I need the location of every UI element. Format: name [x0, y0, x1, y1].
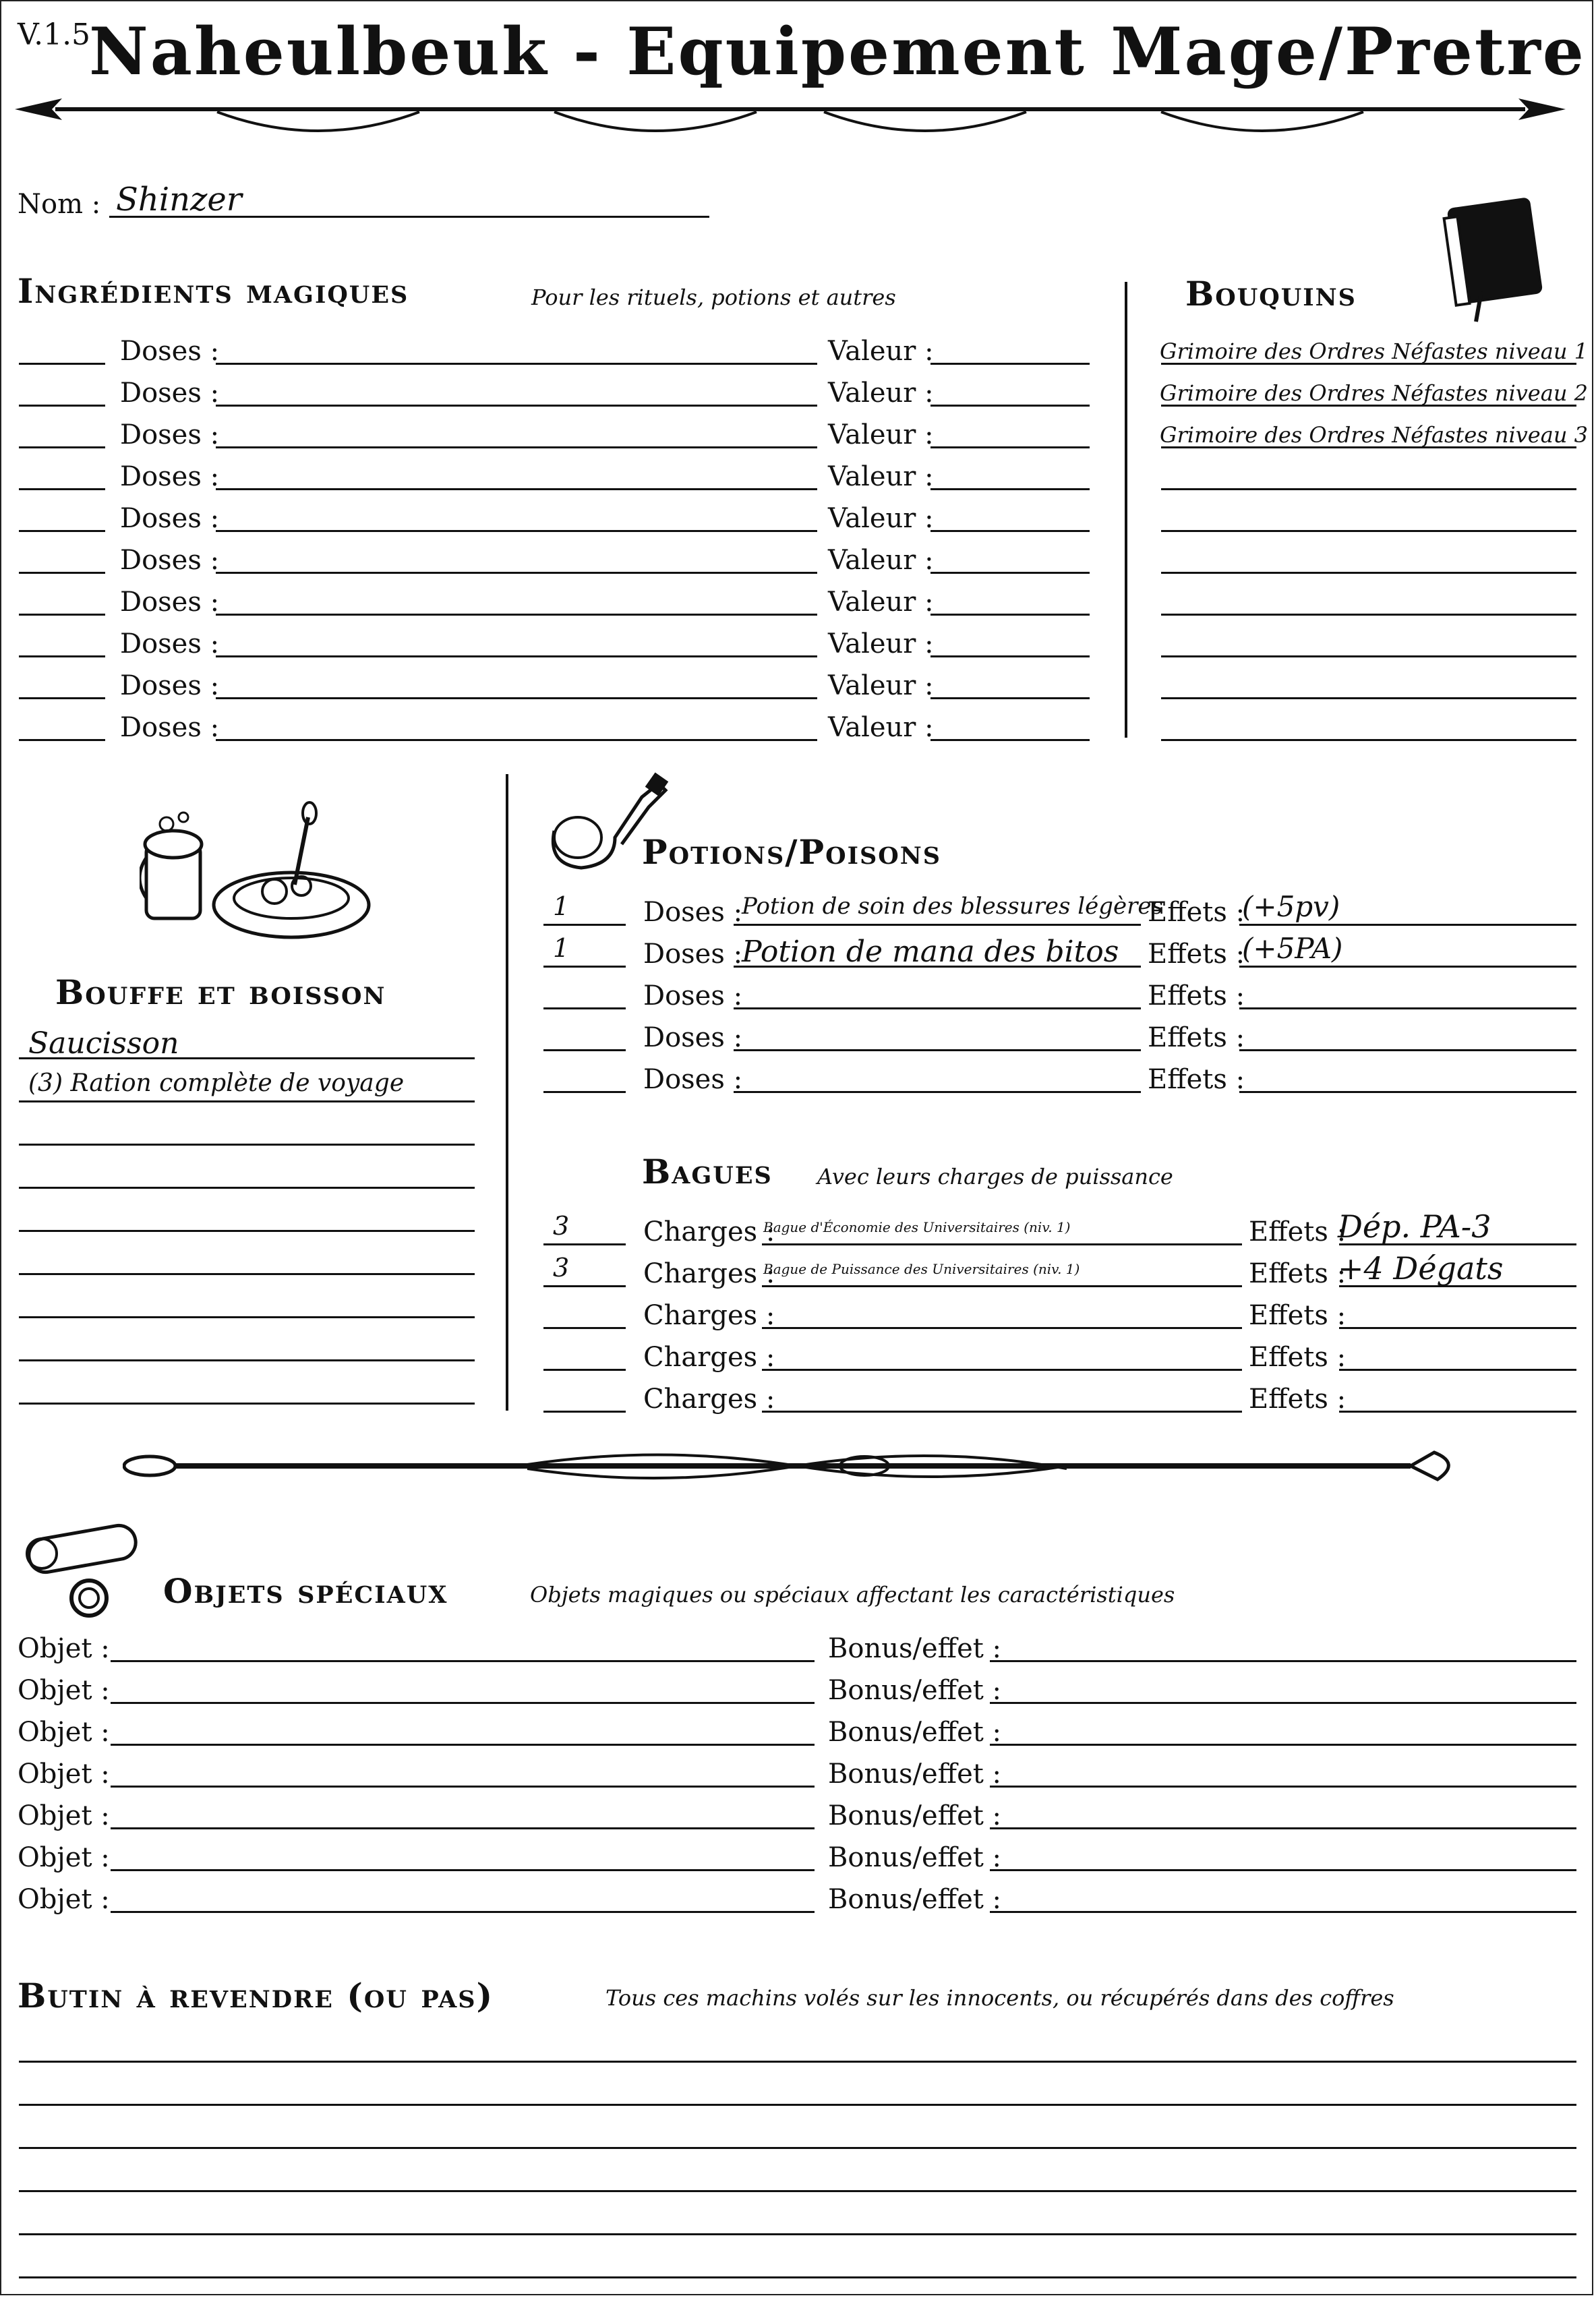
ingredient-name-field[interactable] — [216, 363, 817, 365]
nom-value[interactable]: Shinzer — [116, 181, 242, 218]
butin-line[interactable] — [19, 2190, 1576, 2192]
objet-label: Objet : — [18, 1675, 110, 1706]
bonus-field[interactable] — [990, 1786, 1576, 1788]
bague-qty[interactable]: 3 — [553, 1253, 570, 1283]
bague-name-field[interactable] — [762, 1285, 1242, 1287]
ingredient-valeur-field[interactable] — [930, 530, 1090, 532]
objet-label: Objet : — [18, 1759, 110, 1790]
objet-label: Objet : — [18, 1633, 110, 1664]
bouffe-entry[interactable]: Saucisson — [28, 1026, 179, 1061]
objet-field[interactable] — [111, 1744, 815, 1746]
objets-title: Objets spéciaux — [163, 1571, 448, 1611]
bague-name-field[interactable] — [762, 1243, 1242, 1245]
potions-title: Potions/Poisons — [642, 832, 942, 872]
doses-label: Doses : — [120, 587, 220, 618]
potion-effet-field[interactable] — [1239, 1091, 1576, 1093]
potion-qty-field[interactable] — [543, 924, 626, 926]
potion-qty[interactable]: 1 — [553, 933, 570, 963]
objet-field[interactable] — [111, 1911, 815, 1913]
effets-label: Effets : — [1148, 1064, 1245, 1095]
bonus-label: Bonus/effet : — [828, 1842, 1002, 1873]
doses-label: Doses : — [120, 378, 220, 409]
doses-label: Doses : — [643, 1064, 743, 1095]
bouquin-entry[interactable]: Grimoire des Ordres Néfastes niveau 2 — [1160, 380, 1588, 406]
doses-label: Doses : — [120, 461, 220, 492]
butin-line[interactable] — [19, 2276, 1576, 2278]
bouffe-title: Bouffe et boisson — [55, 972, 386, 1012]
ingredient-qty-field[interactable] — [19, 530, 105, 532]
potion-qty[interactable]: 1 — [553, 891, 570, 921]
bonus-field[interactable] — [990, 1744, 1576, 1746]
ingredient-valeur-field[interactable] — [930, 655, 1090, 657]
bague-effet-field[interactable] — [1339, 1285, 1576, 1287]
bouquin-line[interactable] — [1161, 405, 1576, 407]
ingredient-name-field[interactable] — [216, 530, 817, 532]
potion-effet[interactable]: (+5PA) — [1242, 932, 1343, 965]
objet-label: Objet : — [18, 1884, 110, 1915]
bouquin-line[interactable] — [1161, 572, 1576, 574]
bague-name-field[interactable] — [762, 1369, 1242, 1371]
ingredient-name-field[interactable] — [216, 572, 817, 574]
version-label: V.1.5 — [18, 18, 91, 52]
effets-label: Effets : — [1249, 1216, 1347, 1247]
doses-label: Doses : — [120, 712, 220, 743]
ingredient-valeur-field[interactable] — [930, 488, 1090, 490]
ingredient-valeur-field[interactable] — [930, 739, 1090, 741]
valeur-label: Valeur : — [828, 378, 934, 409]
bouffe-line[interactable] — [19, 1187, 475, 1189]
bague-qty[interactable]: 3 — [553, 1211, 570, 1241]
bague-effet-field[interactable] — [1339, 1411, 1576, 1413]
ingredient-qty-field[interactable] — [19, 614, 105, 616]
ingredient-qty-field[interactable] — [19, 655, 105, 657]
ingredient-name-field[interactable] — [216, 697, 817, 699]
nom-field[interactable] — [109, 216, 709, 218]
ingredient-valeur-field[interactable] — [930, 405, 1090, 407]
ingredient-qty-field[interactable] — [19, 488, 105, 490]
bonus-field[interactable] — [990, 1869, 1576, 1871]
ingredient-name-field[interactable] — [216, 446, 817, 448]
ingredient-name-field[interactable] — [216, 614, 817, 616]
bouffe-line[interactable] — [19, 1057, 475, 1059]
doses-label: Doses : — [120, 628, 220, 659]
valeur-label: Valeur : — [828, 587, 934, 618]
valeur-label: Valeur : — [828, 419, 934, 450]
doses-label: Doses : — [643, 939, 743, 970]
bouffe-line[interactable] — [19, 1273, 475, 1275]
bagues-title: Bagues — [642, 1152, 773, 1191]
bouffe-line[interactable] — [19, 1316, 475, 1318]
bonus-label: Bonus/effet : — [828, 1800, 1002, 1831]
objets-subtitle: Objets magiques ou spéciaux affectant les caractéristiques — [530, 1582, 1175, 1608]
spear-divider-icon — [15, 89, 1566, 143]
bague-name[interactable]: Bague d'Économie des Universitaires (niv. 1) — [763, 1219, 1071, 1235]
bouffe-line[interactable] — [19, 1359, 475, 1361]
potion-effet-field[interactable] — [1239, 924, 1576, 926]
potion-name-field[interactable] — [734, 924, 1141, 926]
effets-label: Effets : — [1249, 1258, 1347, 1289]
objet-label: Objet : — [18, 1800, 110, 1831]
valeur-label: Valeur : — [828, 628, 934, 659]
butin-title: Butin à revendre (ou pas) — [18, 1976, 494, 2015]
bague-name-field[interactable] — [762, 1411, 1242, 1413]
potion-name-field[interactable] — [734, 1007, 1141, 1009]
bague-qty-field[interactable] — [543, 1243, 626, 1245]
ingredient-qty-field[interactable] — [19, 697, 105, 699]
charges-label: Charges : — [643, 1300, 775, 1331]
bonus-field[interactable] — [990, 1827, 1576, 1829]
potion-name-field[interactable] — [734, 966, 1141, 968]
bague-effet-field[interactable] — [1339, 1327, 1576, 1329]
ingredient-valeur-field[interactable] — [930, 363, 1090, 365]
effets-label: Effets : — [1249, 1342, 1347, 1373]
charges-label: Charges : — [643, 1384, 775, 1415]
bouquin-line[interactable] — [1161, 530, 1576, 532]
doses-label: Doses : — [643, 1022, 743, 1053]
bouffe-line[interactable] — [19, 1100, 475, 1102]
potion-name[interactable]: Potion de soin des blessures légères — [742, 893, 1163, 920]
ingredient-qty-field[interactable] — [19, 572, 105, 574]
butin-line[interactable] — [19, 2061, 1576, 2063]
page-title: Naheulbeuk - Equipement Mage/Pretre — [89, 13, 1586, 90]
ingredient-name-field[interactable] — [216, 488, 817, 490]
bonus-label: Bonus/effet : — [828, 1717, 1002, 1748]
potion-qty-field[interactable] — [543, 1007, 626, 1009]
bague-name[interactable]: Bague de Puissance des Universitaires (niv. 1) — [763, 1261, 1080, 1277]
ingredient-qty-field[interactable] — [19, 739, 105, 741]
doses-label: Doses : — [643, 897, 743, 928]
potion-name[interactable]: Potion de mana des bitos — [742, 935, 1119, 969]
bouquin-line[interactable] — [1161, 697, 1576, 699]
butin-subtitle: Tous ces machins volés sur les innocents, ou récupérés dans des coffres — [605, 1985, 1394, 2011]
bague-effet[interactable]: +4 Dégats — [1338, 1250, 1504, 1287]
effets-label: Effets : — [1249, 1300, 1347, 1331]
bonus-field[interactable] — [990, 1660, 1576, 1662]
bouffe-line[interactable] — [19, 1403, 475, 1405]
ingredient-name-field[interactable] — [216, 739, 817, 741]
bouquin-entry[interactable]: Grimoire des Ordres Néfastes niveau 3 — [1160, 422, 1588, 448]
charges-label: Charges : — [643, 1342, 775, 1373]
potion-name-field[interactable] — [734, 1049, 1141, 1051]
bouquin-line[interactable] — [1161, 739, 1576, 741]
potion-effet[interactable]: (+5pv) — [1242, 890, 1340, 923]
ingredient-name-field[interactable] — [216, 655, 817, 657]
potion-qty-field[interactable] — [543, 1091, 626, 1093]
objet-label: Objet : — [18, 1842, 110, 1873]
bonus-label: Bonus/effet : — [828, 1884, 1002, 1915]
doses-label: Doses : — [120, 503, 220, 534]
bagues-subtitle: Avec leurs charges de puissance — [817, 1164, 1173, 1189]
effets-label: Effets : — [1249, 1384, 1347, 1415]
charges-label: Charges : — [643, 1258, 775, 1289]
butin-line[interactable] — [19, 2233, 1576, 2235]
bouquin-line[interactable] — [1161, 446, 1576, 448]
objet-field[interactable] — [111, 1827, 815, 1829]
bouquin-line[interactable] — [1161, 655, 1576, 657]
ingredient-valeur-field[interactable] — [930, 572, 1090, 574]
valeur-label: Valeur : — [828, 336, 934, 367]
bouquin-entry[interactable]: Grimoire des Ordres Néfastes niveau 1 — [1160, 338, 1588, 364]
bouquin-line[interactable] — [1161, 363, 1576, 365]
bouquins-title: Bouquins — [1185, 274, 1357, 314]
bouquin-line[interactable] — [1161, 488, 1576, 490]
bonus-label: Bonus/effet : — [828, 1633, 1002, 1664]
bouffe-line[interactable] — [19, 1144, 475, 1146]
valeur-label: Valeur : — [828, 461, 934, 492]
potion-effet-field[interactable] — [1239, 1049, 1576, 1051]
scroll-ring-icon — [15, 1512, 156, 1626]
butin-line[interactable] — [19, 2104, 1576, 2106]
bague-effet-field[interactable] — [1339, 1243, 1576, 1245]
ingredient-qty-field[interactable] — [19, 363, 105, 365]
potion-effet-field[interactable] — [1239, 966, 1576, 968]
food-icon — [140, 797, 376, 945]
bague-qty-field[interactable] — [543, 1285, 626, 1287]
bague-qty-field[interactable] — [543, 1369, 626, 1371]
doses-label: Doses : — [120, 336, 220, 367]
potion-qty-field[interactable] — [543, 966, 626, 968]
valeur-label: Valeur : — [828, 670, 934, 701]
ingredients-subtitle: Pour les rituels, potions et autres — [531, 285, 896, 310]
bague-qty-field[interactable] — [543, 1411, 626, 1413]
objet-label: Objet : — [18, 1717, 110, 1748]
bonus-field[interactable] — [990, 1911, 1576, 1913]
potion-qty-field[interactable] — [543, 1049, 626, 1051]
charges-label: Charges : — [643, 1216, 775, 1247]
objet-field[interactable] — [111, 1786, 815, 1788]
ingredients-title: Ingrédients magiques — [18, 271, 409, 311]
butin-line[interactable] — [19, 2147, 1576, 2149]
objet-field[interactable] — [111, 1869, 815, 1871]
nom-label: Nom : — [18, 189, 101, 220]
objet-field[interactable] — [111, 1702, 815, 1704]
valeur-label: Valeur : — [828, 545, 934, 576]
valeur-label: Valeur : — [828, 712, 934, 743]
bague-qty-field[interactable] — [543, 1327, 626, 1329]
ingredient-valeur-field[interactable] — [930, 697, 1090, 699]
doses-label: Doses : — [120, 670, 220, 701]
bouffe-line[interactable] — [19, 1230, 475, 1232]
objet-field[interactable] — [111, 1660, 815, 1662]
doses-label: Doses : — [120, 419, 220, 450]
bague-effet-field[interactable] — [1339, 1369, 1576, 1371]
bonus-field[interactable] — [990, 1702, 1576, 1704]
ingredient-qty-field[interactable] — [19, 405, 105, 407]
bonus-label: Bonus/effet : — [828, 1675, 1002, 1706]
ingredient-valeur-field[interactable] — [930, 614, 1090, 616]
book-icon — [1434, 197, 1549, 325]
effets-label: Effets : — [1148, 939, 1245, 970]
valeur-label: Valeur : — [828, 503, 934, 534]
bonus-label: Bonus/effet : — [828, 1759, 1002, 1790]
bague-name-field[interactable] — [762, 1327, 1242, 1329]
bague-effet[interactable]: Dép. PA-3 — [1338, 1208, 1491, 1245]
effets-label: Effets : — [1148, 1022, 1245, 1053]
doses-label: Doses : — [120, 545, 220, 576]
column-divider — [1125, 282, 1127, 738]
staff-divider-icon — [123, 1444, 1465, 1492]
column-divider-2 — [506, 774, 508, 1411]
bouquin-line[interactable] — [1161, 614, 1576, 616]
effets-label: Effets : — [1148, 980, 1245, 1011]
ingredient-name-field[interactable] — [216, 405, 817, 407]
potion-effet-field[interactable] — [1239, 1007, 1576, 1009]
effets-label: Effets : — [1148, 897, 1245, 928]
ingredient-valeur-field[interactable] — [930, 446, 1090, 448]
doses-label: Doses : — [643, 980, 743, 1011]
bouffe-entry[interactable]: (3) Ration complète de voyage — [28, 1069, 405, 1097]
ingredient-qty-field[interactable] — [19, 446, 105, 448]
potion-name-field[interactable] — [734, 1091, 1141, 1093]
